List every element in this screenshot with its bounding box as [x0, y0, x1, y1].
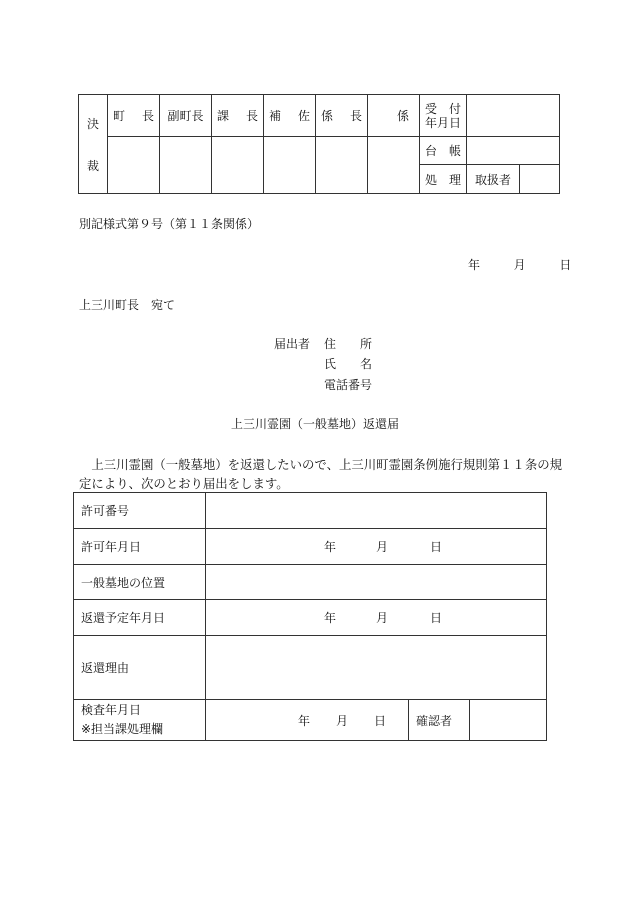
kessai-char-1: 決 — [86, 117, 99, 131]
date-header: 年 月 日 — [468, 258, 572, 272]
row-inspection — [74, 700, 547, 741]
handler-value[interactable] — [520, 165, 559, 193]
seal-staff[interactable] — [368, 137, 420, 194]
return-form-table — [73, 492, 547, 741]
role-staff-header: 係 — [368, 95, 420, 137]
inspection-date-value[interactable]: 年 月 日 — [206, 700, 409, 741]
return-reason-label: 返還理由 — [74, 636, 206, 700]
document-title: 上三川霊園（一般墓地）返還届 — [231, 417, 400, 431]
row-plot-location — [74, 565, 547, 600]
seal-deputy-mayor[interactable] — [160, 137, 212, 194]
applicant-name-label: 氏 名 — [324, 357, 373, 371]
ledger-value[interactable] — [467, 137, 560, 165]
handler-label: 取扱者 — [467, 165, 520, 193]
row-permit-date — [74, 529, 547, 565]
role-mayor-header: 町 長 — [108, 95, 160, 137]
inspection-label-cell — [74, 700, 206, 741]
handler-cell — [467, 165, 560, 194]
seal-section-chief[interactable] — [212, 137, 264, 194]
planned-return-date-value[interactable]: 年 月 日 — [206, 600, 547, 636]
permit-date-value[interactable]: 年 月 日 — [206, 529, 547, 565]
permit-date-label: 許可年月日 — [74, 529, 206, 565]
inspection-date-label: 検査年月日 — [81, 703, 142, 717]
kessai-char-2: 裁 — [86, 159, 99, 173]
planned-return-date-label: 返還予定年月日 — [74, 600, 206, 636]
seal-mayor[interactable] — [108, 137, 160, 194]
applicant-phone-label: 電話番号 — [324, 378, 373, 392]
role-deputy-mayor-header: 副町長 — [160, 95, 212, 137]
received-date-value[interactable] — [467, 95, 560, 137]
return-reason-value[interactable] — [206, 636, 547, 700]
row-planned-return-date — [74, 600, 547, 636]
ledger-label: 台 帳 — [420, 137, 467, 165]
plot-location-value[interactable] — [206, 565, 547, 600]
role-subsection-chief-header: 係 長 — [316, 95, 368, 137]
permit-number-value[interactable] — [206, 493, 547, 529]
row-permit-number — [74, 493, 547, 529]
seal-assistant[interactable] — [264, 137, 316, 194]
received-date-label: 受 付 年月日 — [420, 95, 467, 137]
addressee: 上三川町長 宛て — [79, 298, 176, 312]
seal-subsection-chief[interactable] — [316, 137, 368, 194]
confirmer-label: 確認者 — [409, 700, 470, 741]
role-assistant-header: 補 佐 — [264, 95, 316, 137]
applicant-address-label: 住 所 — [324, 337, 373, 351]
form-number: 別記様式第９号（第１１条関係） — [79, 217, 260, 231]
intro-line-2: 定により、次のとおり届出をします。 — [79, 476, 289, 491]
staff-note-label: ※担当課処理欄 — [81, 722, 164, 736]
plot-location-label: 一般墓地の位置 — [74, 565, 206, 600]
approval-table — [78, 94, 560, 194]
applicant-label: 届出者 — [274, 337, 311, 351]
processing-label: 処 理 — [420, 165, 467, 194]
row-return-reason — [74, 636, 547, 700]
intro-line-1: 上三川霊園（一般墓地）を返還したいので、上三川町霊園条例施行規則第１１条の規 — [79, 457, 562, 472]
kessai-cell — [79, 95, 108, 194]
confirmer-value[interactable] — [470, 700, 547, 741]
role-section-chief-header: 課 長 — [212, 95, 264, 137]
permit-number-label: 許可番号 — [74, 493, 206, 529]
